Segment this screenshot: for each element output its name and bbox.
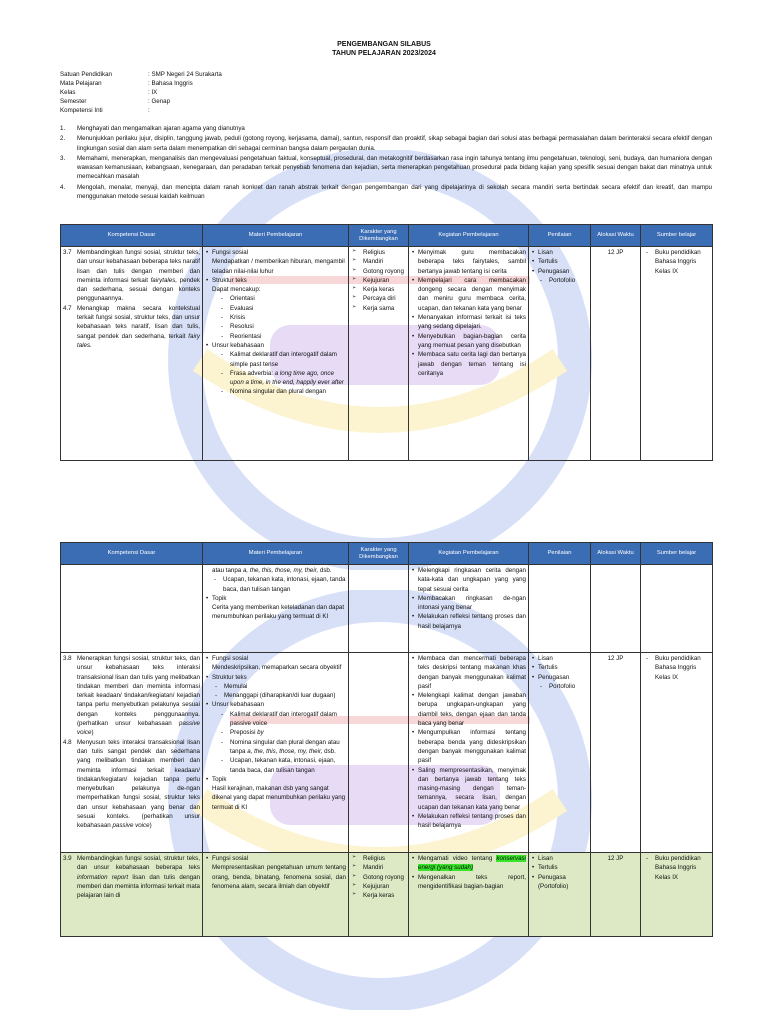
col-header-kegiatan: Kegiatan Pembelajaran xyxy=(409,543,529,565)
materi-heading: Topik xyxy=(212,594,227,602)
penilaian-item: • Tertulis xyxy=(531,863,588,872)
kd-number: 3.9 xyxy=(63,855,72,862)
kd-text: lisan dan tulis dengan memberi dan meminta informasi terkait mata pelajaran lain di xyxy=(77,873,200,900)
penilaian-item: • Penugasan xyxy=(531,673,588,682)
ki-text: Menunjukkan perilaku jujur, disiplin, tanggung jawab, peduli (gotong royong, kerjasama, damai), santun, responsif dan proaktif, sikap sebagai bagian dari solusi atas berbagai permasalahan dalam berinteraksi secara efektif dengan lingkungan sosial dan alam serta dalam menempatkan diri sebagai cerminan bangsa dalam pergaulan dunia. xyxy=(77,135,712,152)
kd-text: ) xyxy=(149,822,152,830)
alokasi-cell: 12 JP xyxy=(591,653,641,853)
materi-heading: Unsur kebahasaan xyxy=(212,701,264,709)
syllabus-table-page-1 xyxy=(60,224,713,461)
col-header-alokasi: Alokasi Waktu xyxy=(591,225,641,247)
kd-number: 4.8 xyxy=(63,738,72,746)
unsur-item: - Ucapan, tekanan kata, intonasi, ejaan, tanda baca, dan tulisan tangan xyxy=(213,575,346,594)
kd-cell xyxy=(61,853,203,937)
alokasi-cell: 12 JP xyxy=(591,853,641,937)
kegiatan-item: • Mengumpulkan informasi tentang beberapa benda yang dideskripsikan dengan banyak menggunakan kalimat pasif xyxy=(411,728,526,765)
col-header-alokasi: Alokasi Waktu xyxy=(591,543,641,565)
col-header-materi: Materi Pembelajaran xyxy=(203,225,349,247)
sumber-cell xyxy=(641,653,713,853)
penilaian-cell xyxy=(529,565,591,653)
karakter-item: ➢ Mandiri xyxy=(351,863,406,872)
col-header-sumber: Sumber belajar xyxy=(641,225,713,247)
kd-cell xyxy=(61,653,203,853)
unsur-item xyxy=(220,728,346,737)
ki-item xyxy=(60,124,712,133)
karakter-cell xyxy=(349,853,409,937)
penilaian-item: - Portofolio xyxy=(539,682,588,691)
kegiatan-item: • Melakukan refleksi tentang proses dan hasil belajarnya xyxy=(411,612,526,631)
materi-desc: Mendapatkan / memberikan hiburan, mengambil teladan nilai-nilai luhur xyxy=(212,258,345,275)
unsur-item: - Ucapan, tekanan kata, intonasi, ejaan, tanda baca, dan tulisan tangan xyxy=(220,756,346,775)
karakter-item: ➢ Mandiri xyxy=(351,257,406,266)
table-header-row xyxy=(61,543,713,565)
struktur-item: - Menanggapi (diharapkan/di luar dugaan) xyxy=(214,691,346,700)
col-header-materi: Materi Pembelajaran xyxy=(203,543,349,565)
kd-text: Membandingkan fungsi sosial, struktur teks, dan unsur kebahasaan beberapa teks xyxy=(77,855,200,872)
materi-cell xyxy=(203,853,349,937)
materi-heading: Struktur teks xyxy=(212,673,247,681)
col-header-kd: Kompetensi Dasar xyxy=(61,543,203,565)
penilaian-cell xyxy=(529,653,591,853)
title-line-1: PENGEMBANGAN SILABUS xyxy=(337,41,431,48)
kd-text: pendek dan sederhana, sesuai dengan konteks penggunaannya. xyxy=(77,276,200,303)
kegiatan-item: • Menyebutkan bagian-bagian cerita yang memuat pesan yang disebutkan xyxy=(411,332,526,351)
document-title xyxy=(0,40,768,59)
materi-heading: Fungsi sosial xyxy=(212,249,249,256)
penilaian-item: • Tertulis xyxy=(531,663,588,672)
materi-italic: a, the, this, those, my, their, xyxy=(242,567,319,574)
materi-text: atau tanpa xyxy=(212,567,243,574)
penilaian-item: - Portofolio xyxy=(539,276,588,285)
karakter-item: ➢ Kejujuran xyxy=(351,882,406,891)
ki-number: 2. xyxy=(60,135,66,143)
col-header-kegiatan: Kegiatan Pembelajaran xyxy=(409,225,529,247)
table-row xyxy=(61,565,713,653)
col-header-sumber: Sumber belajar xyxy=(641,543,713,565)
kegiatan-text: Mengamati video tentang xyxy=(418,855,497,862)
struktur-item: - Resolusi xyxy=(220,322,346,331)
kd-item xyxy=(63,304,200,350)
ki-item xyxy=(60,183,712,202)
kd-text: Menangkap makna secara kontekstual terkait fungsi sosial, struktur teks, dan unsur kebahasaan teks naratif, lisan dan tulis, sangat pendek dan sederhana, terkait xyxy=(77,304,200,340)
kd-number: 3.8 xyxy=(63,655,72,662)
kegiatan-item: • Melakukan refleksi tentang proses dan hasil belajarnya xyxy=(411,812,526,831)
kegiatan-highlight: konservasi energi (yang sudah) xyxy=(418,855,526,872)
penilaian-item: (Portofolio) xyxy=(538,882,569,890)
penilaian-item: • Lisan xyxy=(531,248,588,257)
kd-text: Menyusun teks interaksi transaksional lisan dan tulis sangat pendek dan sederhana yang melibatkan tindakan memberi dan meminta informasi terkait keadaan/ tindakan/kegiatan/ kejadian tanpa perlu menyebutkan pelakunya de-ngan memperhatikan fungsi sosial, struktur teks dan unsur kebahasaan yang benar dan sesuai konteks. (perhatikan unsur kebahasaan xyxy=(77,738,200,830)
kd-cell xyxy=(61,247,203,461)
unsur-item: - Kalimat deklaratif dan interogatif dalam simple past tense xyxy=(220,350,346,369)
table-row xyxy=(61,853,713,937)
karakter-cell xyxy=(349,565,409,653)
penilaian-item: • Lisan xyxy=(531,854,588,863)
penilaian-item: • Lisan xyxy=(531,654,588,663)
materi-heading: Fungsi sosial xyxy=(212,655,249,662)
ki-item xyxy=(60,134,712,153)
materi-item xyxy=(205,673,346,701)
kegiatan-cell xyxy=(409,853,529,937)
unsur-item: - Kalimat deklaratif dan interogatif dalam passive voice xyxy=(220,710,346,729)
materi-cell xyxy=(203,247,349,461)
identity-block xyxy=(60,70,720,115)
materi-item xyxy=(205,854,346,891)
sumber-item: - Buku pendidikan Bahasa Inggris Kelas IX xyxy=(645,854,710,882)
col-header-penilaian: Penilaian xyxy=(529,225,591,247)
unsur-italic: by xyxy=(257,729,264,737)
col-header-penilaian: Penilaian xyxy=(529,543,591,565)
info-row xyxy=(60,70,720,79)
kd-cell xyxy=(61,565,203,653)
materi-desc: Dapat mencakup: xyxy=(212,286,261,294)
kd-italic: information report xyxy=(77,873,129,881)
karakter-item: ➢ Gotong royong xyxy=(351,267,406,276)
materi-desc: Mempresentasikan pengetahuan umum tentang orang, benda, binatang, fenomena sosial, dan fenomena alam, secara ilmiah dan obyektif xyxy=(212,864,346,890)
struktur-item: - Evaluasi xyxy=(220,304,346,313)
ki-number: 4. xyxy=(60,183,66,191)
kd-item xyxy=(63,248,200,304)
table-header-row xyxy=(61,225,713,247)
karakter-cell xyxy=(349,247,409,461)
kd-text: ) xyxy=(91,729,94,737)
kd-number: 4.7 xyxy=(63,304,72,312)
karakter-item: ➢ Religius xyxy=(351,854,406,863)
materi-desc: Cerita yang memberikan keteladanan dan dapat menumbuhkan perilaku yang termuat di KI xyxy=(212,604,345,621)
kegiatan-cell xyxy=(409,247,529,461)
kegiatan-item: • Menanyakan informasi terkait isi teks yang sedang dipelajari. xyxy=(411,313,526,332)
materi-heading: Fungsi sosial xyxy=(212,855,249,862)
kd-italic: fairytales, xyxy=(150,276,178,284)
kegiatan-item: • Mengenalkan teks report, mengidentifikasi bagian-bagian xyxy=(411,873,526,892)
info-label: Semester xyxy=(60,98,87,105)
materi-cell xyxy=(203,653,349,853)
kegiatan-item: • Melengkapi kalimat dengan jawaban berupa ungkapan-ungkapan yang diambil teks, dengan ejaan dan tanda baca yang benar xyxy=(411,691,526,728)
penilaian-item: • Tertulis xyxy=(531,257,588,266)
kegiatan-item xyxy=(411,854,526,873)
kegiatan-cell xyxy=(409,565,529,653)
alokasi-cell xyxy=(591,565,641,653)
unsur-item: - Nomina singular dan plural dengan xyxy=(220,387,346,396)
materi-desc: Mendeskripsikan, memaparkan secara obyektif xyxy=(212,664,342,672)
kegiatan-item: • Menyimak guru membacakan beberapa teks fairytales, sambil bertanya jawab tentang isi cerita xyxy=(411,248,526,276)
info-value: : Genap xyxy=(148,98,171,105)
penilaian-cell xyxy=(529,247,591,461)
kegiatan-cell xyxy=(409,653,529,853)
sumber-cell xyxy=(641,853,713,937)
kd-italic: fairy tales. xyxy=(77,332,200,349)
kd-italic: passive voice xyxy=(112,822,150,830)
table-row xyxy=(61,653,713,853)
kegiatan-item: • Saling mempresentasikan, menyimak dan bertanya jawab tentang teks masing-masing dengan teman-temannya, secara lisan, dengan ucapan dan tekanan kata yang benar xyxy=(411,766,526,812)
ki-text: Mengolah, menalar, menyaji, dan mencipta dalam ranah konkret dan ranah abstrak terkait dengan pengembangan dari yang dipelajarinya di sekolah secara mandiri serta bertindak secara efektif dan kreatif, dan mampu menggunakan metode sesuai kaidah keilmuan xyxy=(77,183,712,201)
unsur-italic: a long time ago, once upon a time, in the end, happily ever after xyxy=(230,369,344,387)
info-value: : Bahasa Inggris xyxy=(148,80,193,87)
title-line-2: TAHUN PELAJARAN 2023/2024 xyxy=(332,50,436,58)
sumber-item: - Buku pendidikan Bahasa Inggris Kelas IX xyxy=(645,248,710,276)
karakter-item: ➢ Gotong royong xyxy=(351,873,406,882)
karakter-item: ➢ Kerja keras xyxy=(351,891,406,900)
materi-heading: Unsur kebahasaan xyxy=(212,341,264,349)
penilaian-cell xyxy=(529,853,591,937)
kegiatan-item: • Mempelajari cara membacakan dongeng secara dengan menyimak dan meniru guru membaca cerita, ucapan, dan tekanan kata yang benar xyxy=(411,276,526,313)
sumber-cell xyxy=(641,565,713,653)
col-header-karakter: Karakter yang Dikembangkan xyxy=(349,225,409,247)
materi-heading: Struktur teks xyxy=(212,276,247,284)
materi-item xyxy=(205,248,346,276)
info-row xyxy=(60,88,720,97)
karakter-item: ➢ Kerja keras xyxy=(351,285,406,294)
materi-continued xyxy=(205,566,346,575)
materi-heading: Topik xyxy=(212,775,227,783)
materi-item xyxy=(205,341,346,397)
info-row xyxy=(60,79,720,88)
struktur-item: - Orientasi xyxy=(220,294,346,303)
karakter-item: ➢ Religius xyxy=(351,248,406,257)
ki-number: 1. xyxy=(60,125,66,132)
info-label: Kelas xyxy=(60,89,76,96)
materi-item xyxy=(205,700,346,774)
info-row xyxy=(60,106,720,115)
penilaian-item: • Penugasan xyxy=(531,267,588,276)
kd-item xyxy=(63,738,200,831)
kegiatan-item: • Membacakan ringkasan de-ngan intonasi yang benar xyxy=(411,594,526,613)
sumber-cell xyxy=(641,247,713,461)
karakter-cell xyxy=(349,653,409,853)
ki-number: 3. xyxy=(60,154,66,162)
unsur-item xyxy=(220,369,346,388)
alokasi-cell: 12 JP xyxy=(591,247,641,461)
struktur-item: - Krisis xyxy=(220,313,346,322)
unsur-text: Nomina singular dan plural dengan atau tanpa xyxy=(230,738,340,755)
unsur-text: Frasa adverbia: xyxy=(230,369,275,377)
unsur-item xyxy=(220,738,346,757)
kd-item xyxy=(63,654,200,738)
ki-item xyxy=(60,154,712,182)
kd-text: Menerapkan fungsi sosial, struktur teks, dan unsur kebahasaan teks interaksi transaksional lisan dan tulis yang melibatkan tindakan memberi dan meminta informasi terkait keadaan/ tindakan/kegiatan/ kejadian tanpa perlu menyebutkan pelakunya sesuai dengan konteks penggunaannya. (perhatikan unsur kebahasaan xyxy=(77,655,200,728)
materi-cell xyxy=(203,565,349,653)
karakter-item: ➢ Kejujuran xyxy=(351,276,406,285)
kegiatan-item: • Melengkapi ringkasan cerita dengan kata-kata dan ungkapan yang yang tepat sesuai cerita xyxy=(411,566,526,594)
ki-text: Memahami, menerapkan, menganalisis dan mengevaluasi pengetahuan faktual, konseptual, prosedural, dan metakognitif berdasarkan rasa ingin tahunya tentang ilmu pengetahuan, teknologi, seni, budaya, dan humaniora dengan wawasan kemanusiaan, kebangsaan, kenegaraan, dan peradaban terkait penyebab fenomena dan kejadian, serta menerapkan pengetahuan prosedural pada bidang kajian yang spesifik sesuai dengan bakat dan minatnya untuk memecahkan masalah xyxy=(77,154,712,181)
karakter-item: ➢ Percaya diri xyxy=(351,294,406,303)
info-value: : SMP Negeri 24 Surakarta xyxy=(148,71,222,78)
penilaian-item: • Penugasa xyxy=(531,873,588,882)
materi-text: dsb. xyxy=(318,567,332,574)
unsur-text: dsb. xyxy=(322,747,336,755)
kompetensi-inti-list xyxy=(60,124,712,202)
unsur-text: Preposisi xyxy=(230,729,258,737)
info-value: : IX xyxy=(148,89,158,96)
table-row xyxy=(61,247,713,461)
materi-item xyxy=(205,654,346,673)
kd-number: 3.7 xyxy=(63,249,72,256)
info-label: Satuan Pendidikan xyxy=(60,71,112,78)
info-label: Kompetensi Inti xyxy=(60,107,103,114)
kegiatan-item: • Membaca satu cerita lagi dan bertanya jawab dengan teman tentang isi ceritanya xyxy=(411,350,526,378)
materi-item xyxy=(205,594,346,622)
kd-item xyxy=(63,854,200,900)
info-label: Mata Pelajaran xyxy=(60,80,102,87)
karakter-item: ➢ Kerja sama xyxy=(351,304,406,313)
ki-text: Menghayati dan mengamalkan ajaran agama yang dianutnya xyxy=(77,125,245,132)
kd-text: Membandingkan fungsi sosial, struktur teks, dan unsur kebahasaan beberapa teks naratif lisan dan tulis dengan memberi dan meminta informasi terkait xyxy=(77,249,200,284)
col-header-kd: Kompetensi Dasar xyxy=(61,225,203,247)
syllabus-table-page-2 xyxy=(60,542,713,937)
sumber-item: - Buku pendidikan Bahasa Inggris Kelas IX xyxy=(645,654,710,682)
kd-italic: passive voice xyxy=(77,720,200,737)
info-row xyxy=(60,97,720,106)
materi-item xyxy=(205,276,346,341)
struktur-item: - Reorientasi xyxy=(220,332,346,341)
info-value: : xyxy=(148,107,150,114)
materi-desc: Hasil kerajinan, makanan dsb yang sangat dikenal yang dapat menumbuhkan perilaku yang termuat di KI xyxy=(212,785,346,811)
materi-item xyxy=(205,775,346,812)
struktur-item: - Memulai xyxy=(214,682,346,691)
unsur-italic: a, the, this, those, my, their, xyxy=(247,747,323,755)
kegiatan-item: • Membaca dan mencermati beberapa teks deskripsi tentang makanan khas dengan banyak menggunakan kalimat pasif xyxy=(411,654,526,691)
col-header-karakter: Karakter yang Dikembangkan xyxy=(349,543,409,565)
